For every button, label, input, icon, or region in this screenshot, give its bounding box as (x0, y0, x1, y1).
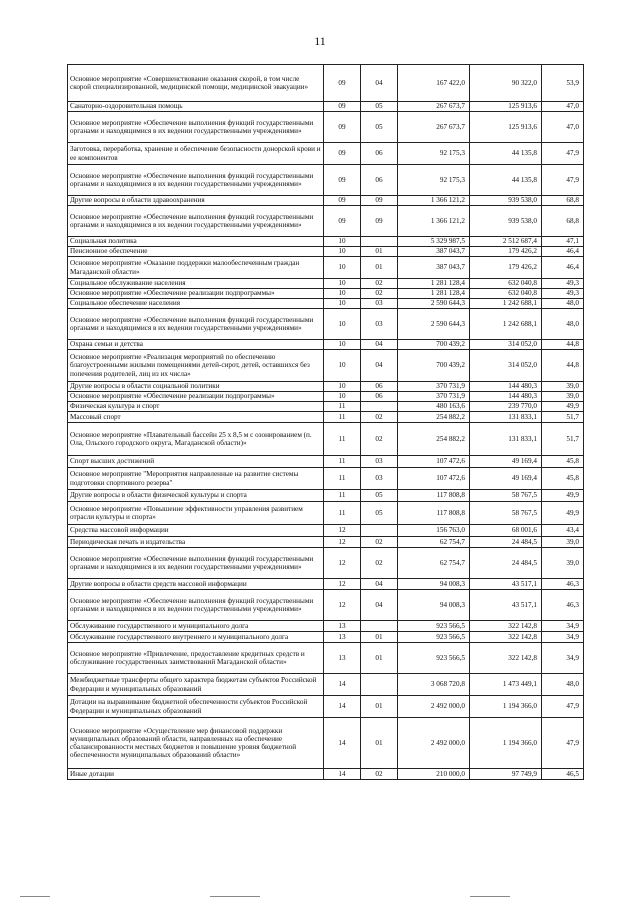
row-plan-amount: 1 281 128,4 (398, 289, 470, 299)
row-section-code: 10 (324, 247, 361, 257)
row-actual-amount: 68 001,6 (470, 525, 542, 537)
row-plan-amount: 254 882,2 (398, 412, 470, 423)
row-section-code: 14 (324, 674, 361, 696)
table-row (68, 525, 584, 537)
row-actual-amount: 49 169,4 (470, 456, 542, 468)
table-row (68, 537, 584, 548)
row-percent: 34,9 (542, 621, 584, 632)
table-row (68, 65, 584, 102)
row-plan-amount: 3 068 720,8 (398, 674, 470, 696)
row-section-code: 13 (324, 643, 361, 674)
table-row (68, 590, 584, 621)
row-percent: 46,4 (542, 257, 584, 279)
table-row (68, 502, 584, 525)
row-plan-amount: 92 175,3 (398, 165, 470, 196)
row-percent: 68,8 (542, 196, 584, 206)
row-plan-amount: 167 422,0 (398, 65, 470, 102)
row-percent: 68,8 (542, 206, 584, 237)
row-section-code: 11 (324, 402, 361, 412)
row-subsection-code: 06 (361, 143, 398, 165)
row-name: Другие вопросы в области физической культуры и спорта (68, 490, 324, 502)
row-subsection-code: 04 (361, 350, 398, 382)
table-row (68, 165, 584, 196)
table-body (68, 65, 584, 780)
row-subsection-code: 04 (361, 579, 398, 590)
row-name: Обслуживание государственного внутреннего и муниципального долга (68, 632, 324, 643)
row-percent: 48,0 (542, 299, 584, 309)
table-row (68, 548, 584, 579)
row-plan-amount: 62 754,7 (398, 548, 470, 579)
row-actual-amount: 1 242 688,1 (470, 309, 542, 340)
table-row (68, 643, 584, 674)
row-actual-amount: 179 426,2 (470, 257, 542, 279)
row-section-code: 12 (324, 537, 361, 548)
row-actual-amount: 24 484,5 (470, 548, 542, 579)
row-plan-amount: 370 731,9 (398, 382, 470, 392)
row-name: Основное мероприятие «Обеспечение реализации подпрограммы» (68, 289, 324, 299)
table-row (68, 237, 584, 247)
row-section-code: 12 (324, 579, 361, 590)
row-name: Основное мероприятие «Обеспечение выполнения функций государственными органами и находящимися в их ведении государственными учреждениями» (68, 165, 324, 196)
row-name: Другие вопросы в области средств массовой информации (68, 579, 324, 590)
row-subsection-code: 02 (361, 769, 398, 780)
row-percent: 47,1 (542, 237, 584, 247)
row-actual-amount: 125 913,6 (470, 112, 542, 143)
row-actual-amount: 2 512 687,4 (470, 237, 542, 247)
row-plan-amount: 923 566,5 (398, 621, 470, 632)
row-name: Средства массовой информации (68, 525, 324, 537)
row-name: Основное мероприятие «Обеспечение реализации подпрограммы» (68, 392, 324, 402)
row-plan-amount: 387 043,7 (398, 247, 470, 257)
row-actual-amount: 144 480,3 (470, 382, 542, 392)
row-actual-amount: 1 242 688,1 (470, 299, 542, 309)
row-name: Основное мероприятие «Плавательный бассейн 25 х 8,5 м с озонированием (п. Ола, Ольского городского округа, Магаданской области)» (68, 423, 324, 456)
row-name: Обслуживание государственного и муниципального долга (68, 621, 324, 632)
row-section-code: 12 (324, 590, 361, 621)
row-subsection-code: 01 (361, 257, 398, 279)
row-subsection-code: 03 (361, 456, 398, 468)
row-percent: 39,0 (542, 548, 584, 579)
row-plan-amount: 387 043,7 (398, 257, 470, 279)
row-percent: 47,9 (542, 696, 584, 718)
footer-rule-center (210, 896, 260, 897)
footer-rule-left (20, 896, 50, 897)
table-row (68, 350, 584, 382)
row-percent: 48,0 (542, 674, 584, 696)
row-name: Основное мероприятие «Обеспечение выполнения функций государственными органами и находящимися в их ведении государственными учреждениями» (68, 309, 324, 340)
row-plan-amount: 923 566,5 (398, 632, 470, 643)
row-section-code: 11 (324, 468, 361, 490)
row-actual-amount: 131 833,1 (470, 423, 542, 456)
row-actual-amount: 131 833,1 (470, 412, 542, 423)
table-row (68, 412, 584, 423)
row-section-code: 13 (324, 621, 361, 632)
row-actual-amount: 49 169,4 (470, 468, 542, 490)
row-percent: 39,0 (542, 382, 584, 392)
row-plan-amount: 1 281 128,4 (398, 279, 470, 289)
row-plan-amount: 1 366 121,2 (398, 196, 470, 206)
row-actual-amount: 314 052,0 (470, 350, 542, 382)
row-subsection-code: 01 (361, 718, 398, 769)
row-percent: 48,0 (542, 309, 584, 340)
row-percent: 46,5 (542, 769, 584, 780)
table-row (68, 196, 584, 206)
row-percent: 45,8 (542, 456, 584, 468)
row-subsection-code: 05 (361, 112, 398, 143)
row-name: Охрана семьи и детства (68, 340, 324, 350)
row-plan-amount: 107 472,6 (398, 456, 470, 468)
row-section-code: 10 (324, 340, 361, 350)
row-actual-amount: 43 517,1 (470, 579, 542, 590)
row-section-code: 10 (324, 299, 361, 309)
row-subsection-code: 02 (361, 279, 398, 289)
row-plan-amount: 94 008,3 (398, 590, 470, 621)
row-actual-amount: 239 770,0 (470, 402, 542, 412)
row-subsection-code: 02 (361, 548, 398, 579)
table-row (68, 257, 584, 279)
row-section-code: 11 (324, 456, 361, 468)
row-subsection-code (361, 621, 398, 632)
row-actual-amount: 322 142,8 (470, 632, 542, 643)
row-actual-amount: 939 538,0 (470, 196, 542, 206)
row-name: Социальная политика (68, 237, 324, 247)
row-section-code: 10 (324, 237, 361, 247)
footer-rule-right (470, 896, 510, 897)
row-section-code: 14 (324, 718, 361, 769)
row-plan-amount: 5 329 987,5 (398, 237, 470, 247)
table-row (68, 279, 584, 289)
row-subsection-code: 04 (361, 590, 398, 621)
row-subsection-code: 05 (361, 102, 398, 112)
budget-table (67, 64, 584, 780)
row-actual-amount: 632 040,8 (470, 279, 542, 289)
row-subsection-code: 02 (361, 289, 398, 299)
row-percent: 47,9 (542, 165, 584, 196)
row-actual-amount: 939 538,0 (470, 206, 542, 237)
row-percent: 47,0 (542, 102, 584, 112)
table-row (68, 299, 584, 309)
row-actual-amount: 44 135,8 (470, 165, 542, 196)
row-subsection-code (361, 402, 398, 412)
table-row (68, 112, 584, 143)
row-plan-amount: 1 366 121,2 (398, 206, 470, 237)
row-name: Основное мероприятие «Обеспечение выполнения функций государственными органами и находящимися в их ведении государственными учреждениями» (68, 206, 324, 237)
table-row (68, 102, 584, 112)
row-percent: 34,9 (542, 632, 584, 643)
row-section-code: 10 (324, 279, 361, 289)
row-percent: 51,7 (542, 423, 584, 456)
row-subsection-code: 04 (361, 65, 398, 102)
row-section-code: 11 (324, 412, 361, 423)
row-percent: 46,4 (542, 247, 584, 257)
row-plan-amount: 2 590 644,3 (398, 309, 470, 340)
row-actual-amount: 314 052,0 (470, 340, 542, 350)
table-row (68, 247, 584, 257)
row-percent: 49,3 (542, 279, 584, 289)
row-section-code: 13 (324, 632, 361, 643)
table-row (68, 632, 584, 643)
row-actual-amount: 90 322,0 (470, 65, 542, 102)
row-name: Основное мероприятие «Осуществление мер финансовой поддержки муниципальных образований области, направленных на обеспечение сбалансированности местных бюджетов и повышение уровня бюджетной обеспеченности муниципальных образований области» (68, 718, 324, 769)
row-section-code: 10 (324, 382, 361, 392)
table-row (68, 468, 584, 490)
row-percent: 49,9 (542, 490, 584, 502)
row-subsection-code: 09 (361, 206, 398, 237)
table-row (68, 382, 584, 392)
row-name: Основное мероприятие «Реализация мероприятий по обеспечению благоустроенными жилыми помещениями детей-сирот, детей, оставшихся без попечения родителей, лиц из их числа» (68, 350, 324, 382)
row-percent: 49,9 (542, 502, 584, 525)
row-subsection-code: 01 (361, 247, 398, 257)
row-actual-amount: 43 517,1 (470, 590, 542, 621)
row-section-code: 09 (324, 65, 361, 102)
table-row (68, 718, 584, 769)
row-subsection-code: 02 (361, 537, 398, 548)
row-subsection-code: 05 (361, 502, 398, 525)
row-subsection-code: 03 (361, 468, 398, 490)
row-name: Иные дотации (68, 769, 324, 780)
row-section-code: 11 (324, 502, 361, 525)
row-section-code: 11 (324, 423, 361, 456)
row-name: Основное мероприятие «Повышение эффективности управления развитием отрасли культуры и спорта» (68, 502, 324, 525)
row-name: Периодическая печать и издательства (68, 537, 324, 548)
row-percent: 47,9 (542, 143, 584, 165)
row-percent: 46,3 (542, 590, 584, 621)
row-subsection-code: 04 (361, 340, 398, 350)
row-subsection-code: 03 (361, 309, 398, 340)
row-section-code: 10 (324, 350, 361, 382)
row-plan-amount: 94 008,3 (398, 579, 470, 590)
row-name: Спорт высших достижений (68, 456, 324, 468)
row-actual-amount: 1 194 366,0 (470, 696, 542, 718)
row-subsection-code (361, 525, 398, 537)
row-actual-amount: 322 142,8 (470, 621, 542, 632)
row-section-code: 09 (324, 102, 361, 112)
row-subsection-code: 01 (361, 696, 398, 718)
table-row (68, 392, 584, 402)
row-name: Массовый спорт (68, 412, 324, 423)
row-actual-amount: 1 194 366,0 (470, 718, 542, 769)
row-name: Другие вопросы в области социальной политики (68, 382, 324, 392)
row-actual-amount: 125 913,6 (470, 102, 542, 112)
row-plan-amount: 2 590 644,3 (398, 299, 470, 309)
row-percent: 45,8 (542, 468, 584, 490)
row-actual-amount: 58 767,5 (470, 502, 542, 525)
row-name: Физическая культура и спорт (68, 402, 324, 412)
row-name: Заготовка, переработка, хранение и обеспечение безопасности донорской крови и ее компонентов (68, 143, 324, 165)
row-actual-amount: 24 484,5 (470, 537, 542, 548)
row-name: Санаторно-оздоровительная помощь (68, 102, 324, 112)
row-name: Межбюджетные трансферты общего характера бюджетам субъектов Российской Федерации и муниципальных образований (68, 674, 324, 696)
table-row (68, 206, 584, 237)
row-name: Пенсионное обеспечение (68, 247, 324, 257)
row-section-code: 10 (324, 392, 361, 402)
table-row (68, 402, 584, 412)
table-row (68, 340, 584, 350)
row-percent: 49,3 (542, 289, 584, 299)
row-subsection-code: 06 (361, 392, 398, 402)
row-plan-amount: 700 439,2 (398, 340, 470, 350)
row-section-code: 11 (324, 490, 361, 502)
row-percent: 47,0 (542, 112, 584, 143)
table-row (68, 696, 584, 718)
row-name: Социальное обеспечение населения (68, 299, 324, 309)
row-actual-amount: 144 480,3 (470, 392, 542, 402)
row-percent: 53,9 (542, 65, 584, 102)
row-plan-amount: 267 673,7 (398, 102, 470, 112)
row-plan-amount: 117 808,8 (398, 502, 470, 525)
row-name: Другие вопросы в области здравоохранения (68, 196, 324, 206)
row-actual-amount: 58 767,5 (470, 490, 542, 502)
row-subsection-code: 01 (361, 643, 398, 674)
row-actual-amount: 179 426,2 (470, 247, 542, 257)
row-plan-amount: 62 754,7 (398, 537, 470, 548)
row-actual-amount: 632 040,8 (470, 289, 542, 299)
row-subsection-code: 03 (361, 299, 398, 309)
row-plan-amount: 370 731,9 (398, 392, 470, 402)
row-actual-amount: 44 135,8 (470, 143, 542, 165)
row-plan-amount: 117 808,8 (398, 490, 470, 502)
row-name: Основное мероприятие «Обеспечение выполнения функций государственными органами и находящимися в их ведении государственными учреждениями» (68, 590, 324, 621)
row-section-code: 09 (324, 165, 361, 196)
row-subsection-code: 06 (361, 165, 398, 196)
row-section-code: 10 (324, 289, 361, 299)
row-plan-amount: 254 882,2 (398, 423, 470, 456)
table-row (68, 143, 584, 165)
table-row (68, 423, 584, 456)
row-plan-amount: 480 163,6 (398, 402, 470, 412)
row-percent: 44,8 (542, 350, 584, 382)
row-plan-amount: 210 000,0 (398, 769, 470, 780)
table-row (68, 309, 584, 340)
row-subsection-code: 05 (361, 490, 398, 502)
row-name: Основное мероприятие «Привлечение, предоставление кредитных средств и обслуживание государственных заимствований Магаданской области» (68, 643, 324, 674)
row-subsection-code: 02 (361, 412, 398, 423)
row-name: Дотации на выравнивание бюджетной обеспеченности субъектов Российской Федерации и муниципальных образований (68, 696, 324, 718)
row-section-code: 10 (324, 257, 361, 279)
row-section-code: 10 (324, 309, 361, 340)
row-percent: 46,3 (542, 579, 584, 590)
row-percent: 44,8 (542, 340, 584, 350)
row-name: Основное мероприятие «Обеспечение выполнения функций государственными органами и находящимися в их ведении государственными учреждениями» (68, 548, 324, 579)
row-section-code: 12 (324, 525, 361, 537)
row-actual-amount: 322 142,8 (470, 643, 542, 674)
row-plan-amount: 2 492 000,0 (398, 718, 470, 769)
row-name: Социальное обслуживание населения (68, 279, 324, 289)
row-percent: 39,0 (542, 392, 584, 402)
row-plan-amount: 700 439,2 (398, 350, 470, 382)
table-row (68, 289, 584, 299)
row-section-code: 14 (324, 696, 361, 718)
row-plan-amount: 2 492 000,0 (398, 696, 470, 718)
table-row (68, 490, 584, 502)
table-row (68, 579, 584, 590)
row-actual-amount: 97 749,9 (470, 769, 542, 780)
page-number: 11 (314, 34, 326, 48)
row-plan-amount: 107 472,6 (398, 468, 470, 490)
row-subsection-code (361, 674, 398, 696)
table-row (68, 621, 584, 632)
row-percent: 34,9 (542, 643, 584, 674)
row-name: Основное мероприятие «Оказание поддержки малообеспеченным граждан Магаданской области» (68, 257, 324, 279)
row-section-code: 09 (324, 196, 361, 206)
table-row (68, 674, 584, 696)
row-section-code: 09 (324, 143, 361, 165)
row-percent: 43,4 (542, 525, 584, 537)
row-name: Основное мероприятие «Совершенствование оказания скорой, в том числе скорой специализированной, медицинской помощи, медицинской эвакуации» (68, 65, 324, 102)
row-section-code: 12 (324, 548, 361, 579)
row-subsection-code: 06 (361, 382, 398, 392)
row-name: Основное мероприятие «Обеспечение выполнения функций государственными органами и находящимися в их ведении государственными учреждениями» (68, 112, 324, 143)
row-plan-amount: 92 175,3 (398, 143, 470, 165)
row-subsection-code (361, 237, 398, 247)
table-row (68, 769, 584, 780)
row-actual-amount: 1 473 449,1 (470, 674, 542, 696)
row-plan-amount: 267 673,7 (398, 112, 470, 143)
row-subsection-code: 02 (361, 423, 398, 456)
row-name: Основное мероприятие "Мероприятия направленные на развитие системы подготовки спортивного резерва" (68, 468, 324, 490)
row-plan-amount: 923 566,5 (398, 643, 470, 674)
table-row (68, 456, 584, 468)
row-section-code: 09 (324, 112, 361, 143)
row-percent: 49,9 (542, 402, 584, 412)
row-section-code: 14 (324, 769, 361, 780)
row-percent: 39,0 (542, 537, 584, 548)
row-section-code: 09 (324, 206, 361, 237)
row-subsection-code: 01 (361, 632, 398, 643)
row-subsection-code: 09 (361, 196, 398, 206)
row-plan-amount: 156 763,0 (398, 525, 470, 537)
row-percent: 51,7 (542, 412, 584, 423)
row-percent: 47,9 (542, 718, 584, 769)
